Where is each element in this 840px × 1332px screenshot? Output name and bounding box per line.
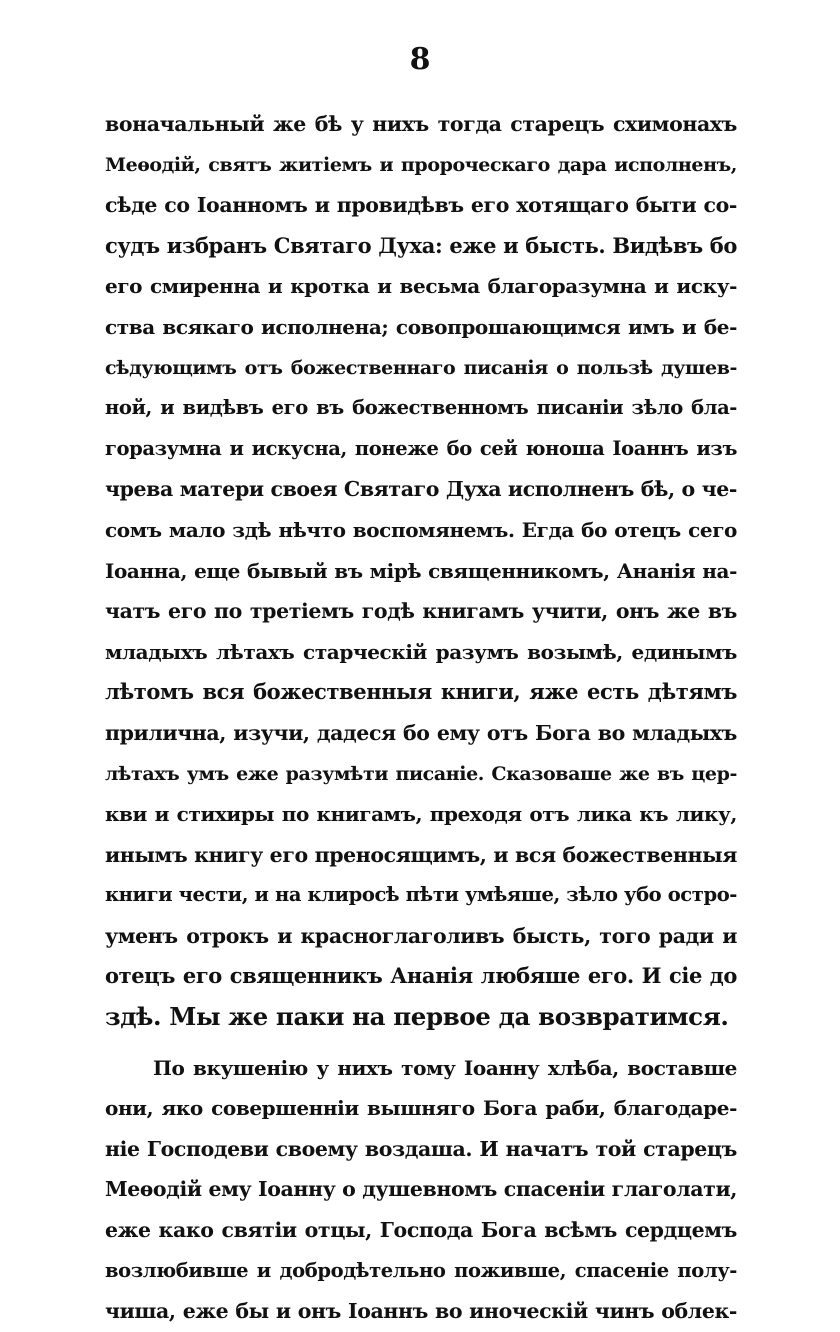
text-line: кви и стихиры по книгамъ, преходя отъ лика къ лику,	[105, 802, 737, 827]
text-line: уменъ отрокъ и красноглаголивъ бысть, того ради и	[105, 923, 737, 948]
page-number: 8	[409, 42, 431, 77]
text-line: Іоанна, еще бывый въ мірѣ священникомъ, Ананія на-	[105, 558, 737, 583]
text-line: ства всякаго исполнена; совопрошающимся имъ и бе-	[105, 314, 737, 339]
text-line: Меѳодій ему Іоанну о душевномъ спасеніи глаголати,	[105, 1177, 737, 1202]
text-line: младыхъ лѣтахъ старческій разумъ возымѣ, единымъ	[105, 639, 737, 664]
text-line: чрева матери своея Святаго Духа исполненъ бѣ, о че-	[105, 477, 737, 502]
text-line: лѣтомъ вся божественныя книги, яже есть дѣтямъ	[105, 679, 737, 705]
text-line: здѣ. Мы же паки на первое да возвратимся.	[105, 1002, 729, 1032]
text-line: они, яко совершенніи вышняго Бога раби, благодаре-	[105, 1096, 737, 1121]
text-line: ніе Господеви своему воздаша. И начатъ той старецъ	[105, 1136, 737, 1161]
text-line: Меѳодій, святъ житіемъ и пророческаго дара исполненъ,	[105, 153, 737, 176]
text-line: книги чести, и на клиросѣ пѣти умѣяше, зѣло убо остро-	[105, 883, 737, 907]
text-line: воначальный же бѣ у нихъ тогда старецъ схимонахъ	[105, 112, 737, 136]
text-line: горазумна и искусна, понеже бо сей юноша Іоаннъ изъ	[105, 436, 737, 460]
text-line: сѣдующимъ отъ божественнаго писанія о пользѣ душев-	[105, 356, 737, 379]
text-line: судъ избранъ Святаго Духа: еже и бысть. Видѣвъ бо	[105, 232, 737, 258]
text-line: его смиренна и кротка и весьма благоразумна и иску-	[105, 274, 737, 299]
paragraph-gap	[105, 1038, 737, 1048]
paragraph-2	[105, 1048, 737, 1332]
text-line: сомъ мало здѣ нѣчто воспомянемъ. Егда бо отецъ сего	[105, 517, 737, 542]
text-line: лѣтахъ умъ еже разумѣти писаніе. Сказоваше же въ цер-	[105, 762, 737, 785]
text-line: возлюбивше и добродѣтельно поживше, спасеніе полу-	[105, 1258, 737, 1282]
text-line: еже како святіи отцы, Господа Бога всѣмъ сердцемъ	[105, 1218, 737, 1243]
text-line: чатъ его по третіемъ годѣ книгамъ учити, онъ же въ	[105, 599, 737, 624]
text-line: чиша, еже бы и онъ Іоаннъ во иноческій чинъ облек-	[105, 1299, 737, 1324]
text-line: ной, и видѣвъ его въ божественномъ писаніи зѣло бла-	[105, 396, 737, 420]
text-line: отецъ его священникъ Ананія любяше его. И сіе до	[105, 963, 737, 989]
text-line: сѣде со Іоанномъ и провидѣвъ его хотящаго быти со-	[105, 193, 737, 218]
text-line: По вкушенію у нихъ тому Іоанну хлѣба, воставше	[153, 1055, 737, 1080]
body-text	[105, 104, 737, 1332]
paragraph-1	[105, 104, 737, 1038]
text-line: прилична, изучи, дадеся бо ему отъ Бога во младыхъ	[105, 720, 737, 745]
text-line: инымъ книгу его преносящимъ, и вся божественныя	[105, 842, 737, 867]
